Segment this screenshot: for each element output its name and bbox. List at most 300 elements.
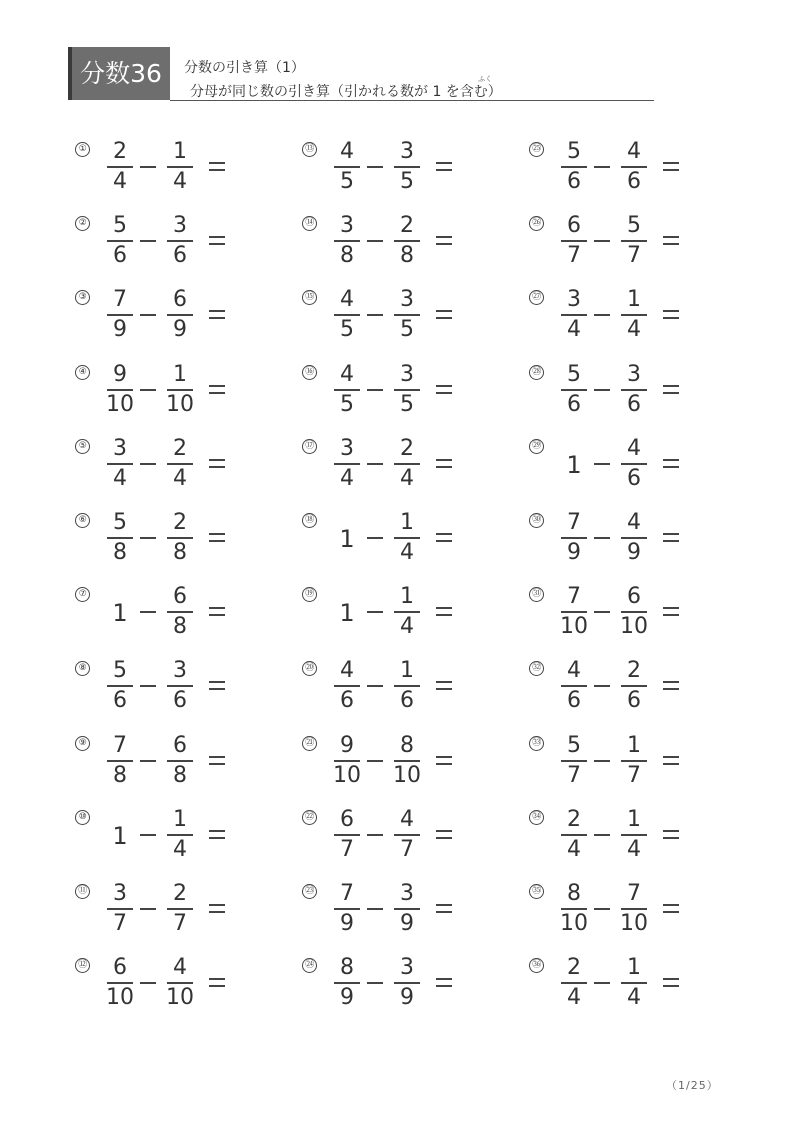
subtrahend-fraction: [619, 214, 649, 269]
minuend-whole: 1: [339, 599, 355, 627]
minuend-numerator: 7: [113, 733, 127, 758]
minuend-fraction: [332, 288, 362, 343]
minuend-fraction: [105, 288, 135, 343]
subtrahend-denominator: 4: [400, 540, 414, 565]
fraction-bar: [561, 537, 587, 539]
problem-item: [75, 437, 285, 495]
problem-item: [75, 585, 285, 643]
minuend-fraction: [105, 140, 135, 195]
problem-item: [75, 659, 285, 717]
minuend-fraction: [559, 882, 589, 937]
minuend-whole: 1: [112, 822, 128, 850]
minus-sign: [594, 314, 610, 316]
subtrahend-fraction: [165, 659, 195, 714]
subtrahend-fraction: [392, 585, 422, 640]
equals-sign: [209, 308, 225, 320]
fraction-bar: [167, 685, 193, 687]
fraction-bar: [394, 611, 420, 613]
minus-sign: [594, 611, 610, 613]
problem-number: ⑱: [302, 513, 317, 528]
minus-sign: [367, 611, 383, 613]
equals-sign: [663, 234, 679, 246]
fraction-bar: [394, 760, 420, 762]
worksheet-title: 分数36: [68, 47, 170, 100]
subtrahend-fraction: [165, 585, 195, 640]
fraction-bar: [334, 982, 360, 984]
equals-sign: [436, 457, 452, 469]
minus-sign: [367, 314, 383, 316]
minuend-numerator: 3: [340, 213, 354, 238]
problem-item: [75, 288, 285, 346]
problem-item: [302, 956, 512, 1014]
problem-item: [529, 288, 739, 346]
subtrahend-fraction: [619, 882, 649, 937]
subtrahend-fraction: [392, 511, 422, 566]
minuend-fraction: [105, 956, 135, 1011]
fraction-bar: [561, 908, 587, 910]
subtrahend-denominator: 4: [400, 466, 414, 491]
equals-sign: [436, 234, 452, 246]
equals-sign: [436, 828, 452, 840]
fraction-bar: [167, 463, 193, 465]
minuend-fraction: [105, 659, 135, 714]
minus-sign: [367, 685, 383, 687]
subtrahend-fraction: [619, 140, 649, 195]
minuend-numerator: 3: [340, 436, 354, 461]
minuend-fraction: [559, 585, 589, 640]
fraction-bar: [167, 760, 193, 762]
minus-sign: [594, 908, 610, 910]
fraction-bar: [621, 611, 647, 613]
equals-sign: [663, 754, 679, 766]
fraction-bar: [394, 166, 420, 168]
minuend-fraction: [332, 140, 362, 195]
minuend-fraction: [559, 363, 589, 418]
fraction-bar: [561, 314, 587, 316]
worksheet-header: [68, 47, 654, 103]
subtrahend-denominator: 7: [400, 837, 414, 862]
fraction-bar: [394, 314, 420, 316]
minuend-numerator: 5: [567, 733, 581, 758]
minuend-fraction: [559, 734, 589, 789]
problem-item: [75, 956, 285, 1014]
subtrahend-numerator: 6: [627, 584, 641, 609]
subtrahend-numerator: 1: [173, 139, 187, 164]
subtrahend-fraction: [392, 363, 422, 418]
equals-sign: [209, 679, 225, 691]
minuend-denominator: 9: [567, 540, 581, 565]
fraction-bar: [621, 240, 647, 242]
equals-sign: [436, 976, 452, 988]
minuend-whole: 1: [339, 525, 355, 553]
problem-number: ㉓: [302, 884, 317, 899]
furigana-ruby: ふく: [478, 75, 492, 83]
minus-sign: [140, 982, 156, 984]
equals-sign: [663, 605, 679, 617]
subtrahend-numerator: 4: [627, 510, 641, 535]
minuend-fraction: [105, 882, 135, 937]
subtrahend-numerator: 1: [627, 807, 641, 832]
equals-sign: [209, 902, 225, 914]
fraction-bar: [561, 982, 587, 984]
problem-number: ㉟: [529, 884, 544, 899]
subtrahend-numerator: 8: [400, 733, 414, 758]
problem-number: ㉜: [529, 661, 544, 676]
subtrahend-fraction: [619, 585, 649, 640]
minus-sign: [140, 389, 156, 391]
fraction-bar: [107, 463, 133, 465]
fraction-bar: [334, 463, 360, 465]
subtrahend-numerator: 3: [400, 881, 414, 906]
fraction-bar: [394, 834, 420, 836]
minuend-fraction: [105, 214, 135, 269]
fraction-bar: [561, 685, 587, 687]
subtrahend-denominator: 4: [173, 466, 187, 491]
problem-item: [302, 214, 512, 272]
minus-sign: [140, 760, 156, 762]
minuend-numerator: 3: [113, 881, 127, 906]
minuend-denominator: 9: [340, 985, 354, 1010]
equals-sign: [663, 308, 679, 320]
minus-sign: [367, 166, 383, 168]
subtrahend-fraction: [619, 734, 649, 789]
minuend-numerator: 3: [113, 436, 127, 461]
minuend-denominator: 5: [340, 317, 354, 342]
minus-sign: [140, 537, 156, 539]
subtrahend-numerator: 1: [627, 955, 641, 980]
problem-item: [75, 363, 285, 421]
subtrahend-denominator: 5: [400, 392, 414, 417]
subtrahend-numerator: 2: [173, 436, 187, 461]
problem-item: [529, 363, 739, 421]
equals-sign: [209, 457, 225, 469]
problem-number: ⑩: [75, 810, 90, 825]
fraction-bar: [334, 834, 360, 836]
fraction-bar: [107, 166, 133, 168]
minuend-denominator: 4: [567, 985, 581, 1010]
subtrahend-numerator: 2: [400, 436, 414, 461]
fraction-bar: [621, 166, 647, 168]
minuend-denominator: 7: [567, 243, 581, 268]
fraction-bar: [621, 982, 647, 984]
problem-number: ⑦: [75, 587, 90, 602]
equals-sign: [663, 160, 679, 172]
equals-sign: [436, 902, 452, 914]
subtrahend-fraction: [619, 808, 649, 863]
minuend-denominator: 9: [340, 911, 354, 936]
equals-sign: [209, 754, 225, 766]
minus-sign: [140, 463, 156, 465]
problem-item: [75, 808, 285, 866]
problem-number: ⑪: [75, 884, 90, 899]
minuend-numerator: 8: [340, 955, 354, 980]
subtrahend-numerator: 4: [173, 955, 187, 980]
worksheet-subtitle-detail: 分母が同じ数の引き算（引かれる数が 1 を含む）: [190, 84, 502, 100]
minuend-fraction: [332, 808, 362, 863]
header-divider: [170, 100, 654, 101]
equals-sign: [209, 383, 225, 395]
fraction-bar: [394, 389, 420, 391]
minuend-numerator: 4: [340, 139, 354, 164]
problem-number: ㉔: [302, 958, 317, 973]
fraction-bar: [561, 240, 587, 242]
subtrahend-denominator: 9: [173, 317, 187, 342]
minus-sign: [140, 834, 156, 836]
problem-number: ㉕: [529, 142, 544, 157]
fraction-bar: [167, 908, 193, 910]
subtrahend-fraction: [165, 214, 195, 269]
minuend-whole: 1: [112, 599, 128, 627]
minuend-fraction: [332, 363, 362, 418]
subtrahend-denominator: 10: [620, 911, 648, 936]
subtrahend-numerator: 3: [173, 213, 187, 238]
equals-sign: [663, 531, 679, 543]
problem-number: ㉗: [529, 290, 544, 305]
equals-sign: [663, 828, 679, 840]
subtrahend-fraction: [392, 288, 422, 343]
subtrahend-denominator: 6: [627, 688, 641, 713]
minuend-fraction: [332, 659, 362, 714]
equals-sign: [436, 383, 452, 395]
subtrahend-numerator: 3: [400, 955, 414, 980]
fraction-bar: [561, 611, 587, 613]
subtrahend-denominator: 4: [173, 837, 187, 862]
subtrahend-numerator: 4: [400, 807, 414, 832]
subtrahend-fraction: [392, 140, 422, 195]
subtrahend-fraction: [619, 511, 649, 566]
worksheet-subtitle-main: 分数の引き算（1）: [184, 60, 305, 76]
minuend-numerator: 5: [567, 362, 581, 387]
subtrahend-numerator: 2: [627, 658, 641, 683]
subtrahend-numerator: 6: [173, 584, 187, 609]
minuend-numerator: 6: [113, 955, 127, 980]
equals-sign: [436, 160, 452, 172]
minuend-numerator: 6: [340, 807, 354, 832]
fraction-bar: [167, 982, 193, 984]
minuend-fraction: [559, 140, 589, 195]
fraction-bar: [621, 389, 647, 391]
subtrahend-fraction: [165, 956, 195, 1011]
subtrahend-numerator: 2: [173, 881, 187, 906]
subtrahend-denominator: 6: [400, 688, 414, 713]
minus-sign: [140, 611, 156, 613]
subtrahend-numerator: 6: [173, 733, 187, 758]
subtrahend-fraction: [392, 956, 422, 1011]
problem-item: [529, 956, 739, 1014]
fraction-bar: [621, 834, 647, 836]
minuend-numerator: 9: [113, 362, 127, 387]
subtrahend-fraction: [392, 808, 422, 863]
subtrahend-denominator: 7: [173, 911, 187, 936]
equals-sign: [436, 605, 452, 617]
equals-sign: [663, 976, 679, 988]
equals-sign: [209, 160, 225, 172]
problem-item: [529, 882, 739, 940]
minuend-fraction: [332, 734, 362, 789]
subtrahend-numerator: 1: [627, 733, 641, 758]
fraction-bar: [107, 537, 133, 539]
minus-sign: [140, 685, 156, 687]
problem-item: [529, 437, 739, 495]
equals-sign: [436, 531, 452, 543]
minuend-fraction: [559, 511, 589, 566]
minuend-numerator: 9: [340, 733, 354, 758]
fraction-bar: [107, 908, 133, 910]
minus-sign: [367, 389, 383, 391]
problem-number: ㉘: [529, 365, 544, 380]
minuend-fraction: [559, 659, 589, 714]
minuend-denominator: 5: [340, 169, 354, 194]
minuend-fraction: [559, 956, 589, 1011]
minuend-whole: 1: [566, 451, 582, 479]
subtrahend-numerator: 3: [400, 362, 414, 387]
subtrahend-denominator: 9: [627, 540, 641, 565]
minuend-denominator: 7: [567, 763, 581, 788]
minuend-denominator: 7: [113, 911, 127, 936]
problem-number: ⑳: [302, 661, 317, 676]
subtrahend-fraction: [165, 363, 195, 418]
minuend-denominator: 4: [113, 169, 127, 194]
subtrahend-denominator: 8: [173, 763, 187, 788]
subtrahend-numerator: 4: [627, 139, 641, 164]
problem-number: ㉖: [529, 216, 544, 231]
equals-sign: [209, 531, 225, 543]
problem-item: [529, 734, 739, 792]
problem-number: ⑧: [75, 661, 90, 676]
subtrahend-denominator: 6: [173, 243, 187, 268]
problem-number: ⑭: [302, 216, 317, 231]
subtrahend-numerator: 3: [627, 362, 641, 387]
minuend-denominator: 9: [113, 317, 127, 342]
fraction-bar: [167, 834, 193, 836]
fraction-bar: [621, 537, 647, 539]
subtrahend-fraction: [619, 288, 649, 343]
fraction-bar: [621, 314, 647, 316]
minuend-fraction: [105, 437, 135, 492]
fraction-bar: [334, 166, 360, 168]
minuend-fraction: [332, 214, 362, 269]
fraction-bar: [334, 240, 360, 242]
problem-number: ㉚: [529, 513, 544, 528]
problem-number: ㉝: [529, 736, 544, 751]
minus-sign: [594, 389, 610, 391]
subtrahend-numerator: 6: [173, 287, 187, 312]
minuend-denominator: 6: [340, 688, 354, 713]
minus-sign: [594, 463, 610, 465]
fraction-bar: [107, 760, 133, 762]
problem-item: [529, 585, 739, 643]
problem-number: ㉑: [302, 736, 317, 751]
minuend-denominator: 10: [106, 985, 134, 1010]
problem-number: ㉞: [529, 810, 544, 825]
problem-item: [302, 363, 512, 421]
problem-number: ⑫: [75, 958, 90, 973]
minuend-denominator: 10: [560, 614, 588, 639]
subtrahend-fraction: [165, 437, 195, 492]
equals-sign: [436, 308, 452, 320]
equals-sign: [436, 754, 452, 766]
fraction-bar: [167, 314, 193, 316]
minuend-denominator: 6: [113, 243, 127, 268]
subtrahend-numerator: 3: [173, 658, 187, 683]
minuend-numerator: 2: [113, 139, 127, 164]
minuend-denominator: 4: [113, 466, 127, 491]
fraction-bar: [621, 760, 647, 762]
fraction-bar: [334, 314, 360, 316]
minus-sign: [594, 240, 610, 242]
fraction-bar: [107, 389, 133, 391]
fraction-bar: [167, 240, 193, 242]
problem-item: [75, 140, 285, 198]
equals-sign: [209, 976, 225, 988]
minuend-numerator: 7: [567, 584, 581, 609]
equals-sign: [663, 383, 679, 395]
subtrahend-numerator: 3: [400, 139, 414, 164]
problem-number: ③: [75, 290, 90, 305]
problem-number: ①: [75, 142, 90, 157]
fraction-bar: [394, 463, 420, 465]
minuend-denominator: 8: [113, 540, 127, 565]
problem-item: [302, 585, 512, 643]
subtrahend-fraction: [392, 734, 422, 789]
problem-item: [529, 140, 739, 198]
subtrahend-numerator: 1: [173, 362, 187, 387]
subtrahend-fraction: [392, 214, 422, 269]
subtrahend-denominator: 4: [400, 614, 414, 639]
problem-number: ㉙: [529, 439, 544, 454]
minuend-fraction: [559, 808, 589, 863]
subtrahend-fraction: [165, 288, 195, 343]
subtrahend-denominator: 7: [627, 243, 641, 268]
problem-item: [75, 511, 285, 569]
fraction-bar: [167, 611, 193, 613]
minuend-numerator: 4: [340, 362, 354, 387]
subtrahend-fraction: [392, 437, 422, 492]
subtrahend-fraction: [392, 659, 422, 714]
subtrahend-numerator: 1: [173, 807, 187, 832]
subtrahend-numerator: 1: [627, 287, 641, 312]
subtrahend-numerator: 5: [627, 213, 641, 238]
fraction-bar: [621, 463, 647, 465]
subtrahend-fraction: [392, 882, 422, 937]
problem-number: ④: [75, 365, 90, 380]
minus-sign: [594, 760, 610, 762]
fraction-bar: [107, 314, 133, 316]
minus-sign: [140, 166, 156, 168]
minuend-fraction: [559, 288, 589, 343]
problem-number: ⑥: [75, 513, 90, 528]
minuend-fraction: [332, 437, 362, 492]
subtrahend-denominator: 4: [173, 169, 187, 194]
minus-sign: [367, 463, 383, 465]
minuend-denominator: 4: [567, 837, 581, 862]
subtrahend-denominator: 9: [400, 911, 414, 936]
problem-number: ⑨: [75, 736, 90, 751]
equals-sign: [209, 605, 225, 617]
subtrahend-denominator: 10: [166, 392, 194, 417]
problem-item: [529, 511, 739, 569]
subtrahend-denominator: 6: [627, 392, 641, 417]
fraction-bar: [167, 537, 193, 539]
minuend-fraction: [105, 363, 135, 418]
problem-item: [302, 659, 512, 717]
minuend-fraction: [332, 882, 362, 937]
minuend-numerator: 7: [113, 287, 127, 312]
minus-sign: [594, 685, 610, 687]
subtrahend-fraction: [619, 437, 649, 492]
subtrahend-denominator: 10: [166, 985, 194, 1010]
minus-sign: [140, 240, 156, 242]
